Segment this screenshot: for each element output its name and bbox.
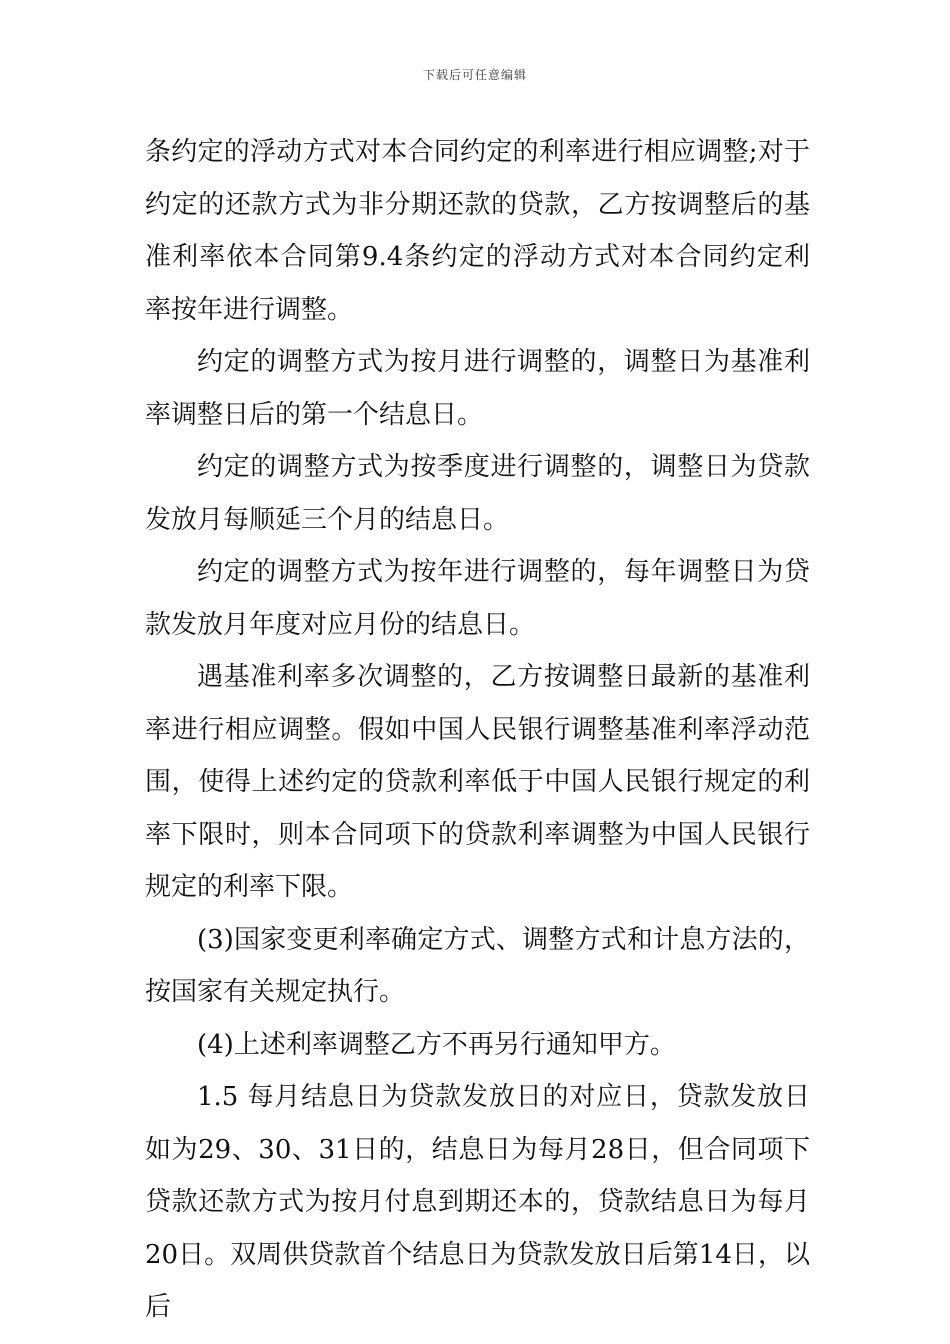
document-body bbox=[145, 126, 810, 1334]
paragraph: (4)上述利率调整乙方不再另行通知甲方。 bbox=[197, 1029, 676, 1060]
paragraph: (3)国家变更利率确定方式、调整方式和计息方法的，按国家有关规定执行。 bbox=[145, 924, 810, 1007]
paragraph: 约定的调整方式为按月进行调整的，调整日为基准利率调整日后的第一个结息日。 bbox=[145, 347, 810, 430]
paragraph: 约定的调整方式为按季度进行调整的，调整日为贷款发放月每顺延三个月的结息日。 bbox=[145, 452, 810, 535]
paragraph: 约定的调整方式为按年进行调整的，每年调整日为贷款发放月年度对应月份的结息日。 bbox=[145, 557, 810, 640]
paragraph: 遇基准利率多次调整的，乙方按调整日最新的基准利率进行相应调整。假如中国人民银行调整基准利率浮动范围，使得上述约定的贷款利率低于中国人民银行规定的利率下限时，则本合同项下的贷款利率调整为中国人民银行规定的利率下限。 bbox=[145, 662, 810, 902]
page-header: 下载后可任意编辑 bbox=[422, 68, 527, 82]
paragraph: 1.5 每月结息日为贷款发放日的对应日，贷款发放日如为29、30、31日的，结息日为每月28日，但合同项下贷款还款方式为按月付息到期还本的，贷款结息日为每月20日。双周供贷款首个结息日为贷款发放日后第14日，以后 bbox=[145, 1082, 810, 1322]
paragraph: 条约定的浮动方式对本合同约定的利率进行相应调整;对于约定的还款方式为非分期还款的贷款，乙方按调整后的基准利率依本合同第9.4条约定的浮动方式对本合同约定利率按年进行调整。 bbox=[145, 137, 810, 325]
